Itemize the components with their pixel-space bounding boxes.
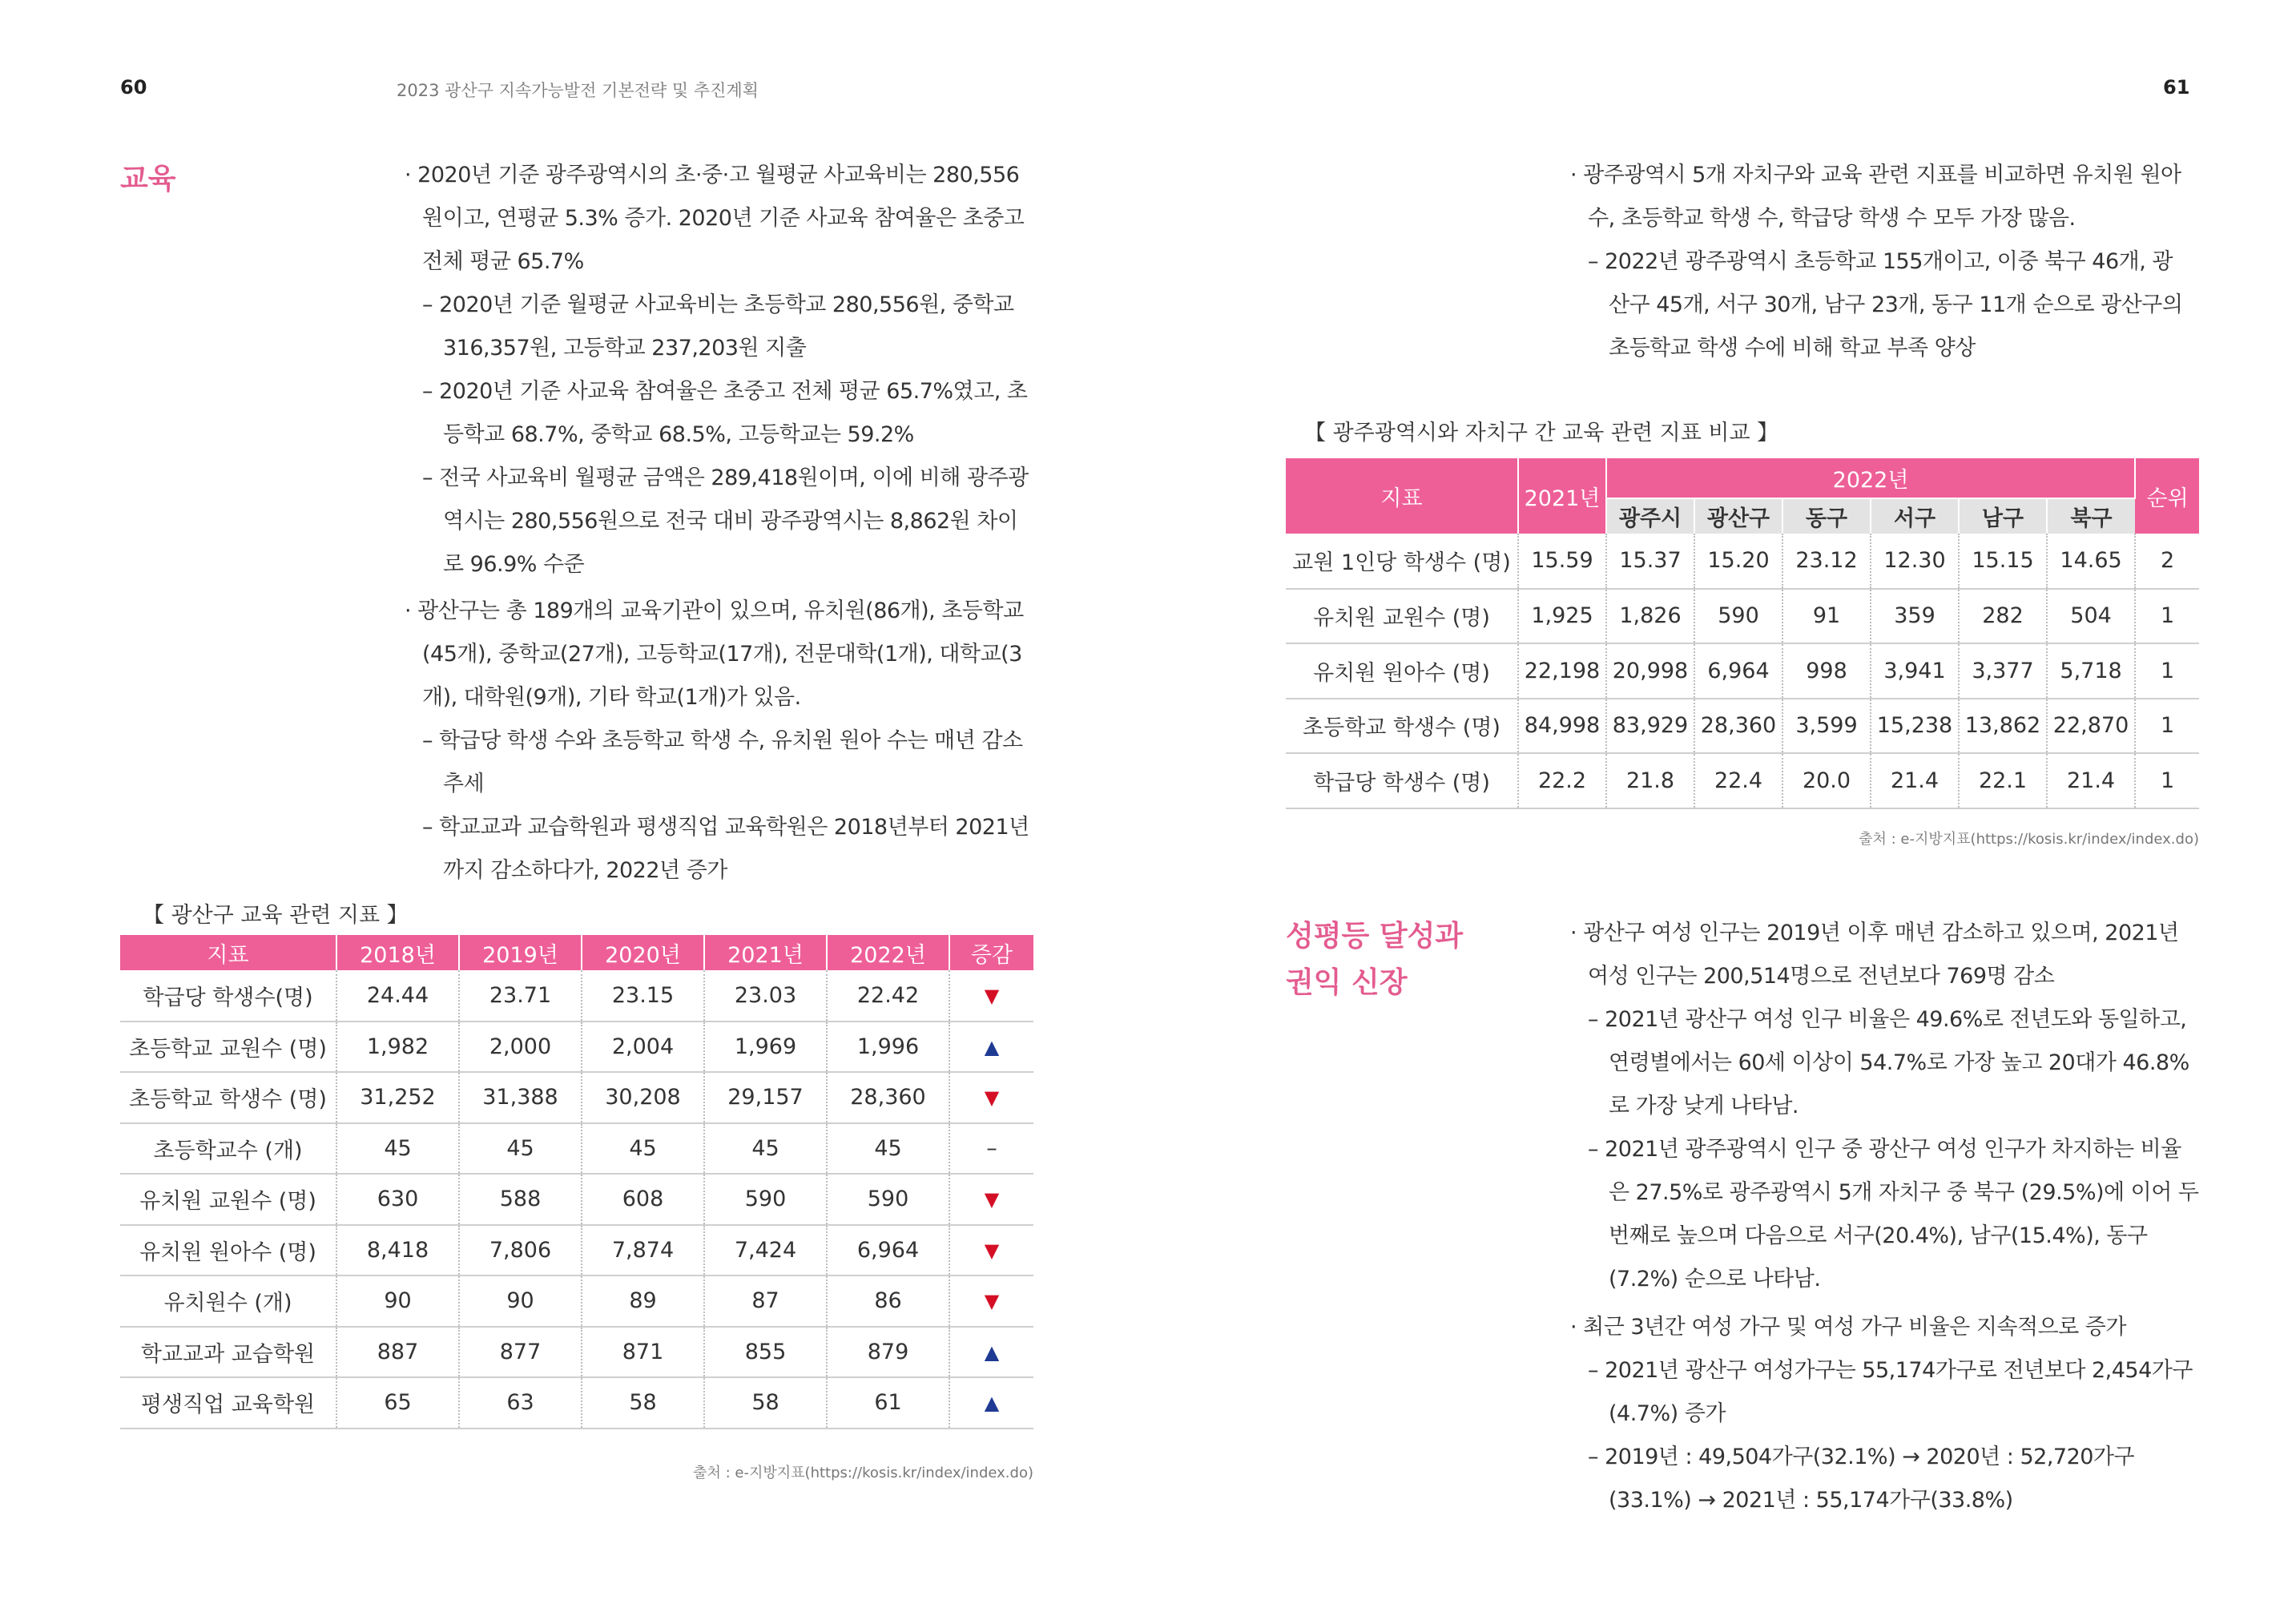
education-sub-1-1: – 2020년 기준 월평균 사교육비는 초등학교 280,556원, 중학교 316,357원, 고등학교 237,203원 지출 xyxy=(422,292,1014,361)
table1-cell: 45 xyxy=(582,1123,704,1175)
table1-source: 출처 : e-지방지표(https://kosis.kr/index/index.do) xyxy=(693,1465,1033,1481)
table2-cell: 3,377 xyxy=(1959,643,2047,699)
education-sub-1-2: – 2020년 기준 사교육 참여율은 초중고 전체 평균 65.7%였고, 초등학교 68.7%, 중학교 68.5%, 고등학교는 59.2% xyxy=(422,379,1028,447)
table1-cell: 45 xyxy=(704,1123,827,1175)
table1-cell: 1,969 xyxy=(704,1022,827,1073)
table1-row xyxy=(120,1174,1033,1225)
table2-row-label: 학급당 학생수 (명) xyxy=(1286,753,1518,808)
table1-header: 지표 xyxy=(120,935,336,970)
table1-header: 2018년 xyxy=(336,935,459,970)
gender-title-line-1: 성평등 달성과 xyxy=(1286,920,1464,953)
table2-cell: 83,929 xyxy=(1606,699,1694,754)
table1-cell: 7,424 xyxy=(704,1225,827,1276)
table1-cell: 1,996 xyxy=(827,1022,949,1073)
table1-trend xyxy=(949,1377,1033,1429)
table2-cell: 6,964 xyxy=(1694,643,1782,699)
table2-district-header: 북구 xyxy=(2047,498,2135,534)
table1-cell: 31,388 xyxy=(459,1072,582,1123)
table1-cell: 45 xyxy=(459,1123,582,1175)
table1-row-label: 유치원 교원수 (명) xyxy=(120,1174,336,1225)
table1-row-label: 유치원 원아수 (명) xyxy=(120,1225,336,1276)
gender-block-1 xyxy=(1570,912,2199,1301)
gender-sub-2-1: – 2021년 광산구 여성가구는 55,174가구로 전년보다 2,454가구(4.7%) 증가 xyxy=(1588,1358,2193,1426)
table1-cell: 58 xyxy=(704,1377,827,1429)
gender-sub-1-2: – 2021년 광주광역시 인구 중 광산구 여성 인구가 차지하는 비율은 27.5%로 광주광역시 5개 자치구 중 북구 (29.5%)에 이어 두 번째로 높으며 다음으로 서구(20.4%), 남구(15.4%), 동구(7.2%) 순으로 나타남. xyxy=(1588,1137,2199,1292)
table1-cell: 588 xyxy=(459,1174,582,1225)
table1-cell: 590 xyxy=(827,1174,949,1225)
table2-header-indicator: 지표 xyxy=(1286,458,1518,534)
table1-trend xyxy=(949,1174,1033,1225)
table1-cell: 30,208 xyxy=(582,1072,704,1123)
table1-cell: 87 xyxy=(704,1275,827,1327)
table1-cell: 608 xyxy=(582,1174,704,1225)
table2-row-label: 유치원 교원수 (명) xyxy=(1286,589,1518,644)
table2-cell-2021: 1,925 xyxy=(1518,589,1606,644)
table1-cell: 877 xyxy=(459,1327,582,1378)
table1-row-label: 유치원수 (개) xyxy=(120,1275,336,1327)
triangle-down-icon: ▼ xyxy=(984,1188,1000,1211)
table1-cell: 879 xyxy=(827,1327,949,1378)
dash-icon: – xyxy=(986,1135,997,1161)
table2-cell: 998 xyxy=(1782,643,1871,699)
left-page-number: 60 xyxy=(120,76,147,99)
table1-row-label: 초등학교수 (개) xyxy=(120,1123,336,1175)
table1-cell: 61 xyxy=(827,1377,949,1429)
education-sub-1-3: – 전국 사교육비 월평균 금액은 289,418원이며, 이에 비해 광주광역시는 280,556원으로 전국 대비 광주광역시는 8,862원 차이로 96.9% 수준 xyxy=(422,465,1029,577)
education-right-bullet: · 광주광역시 5개 자치구와 교육 관련 지표를 비교하면 유치원 원아 수, 초등학교 학생 수, 학급당 학생 수 모두 가장 많음. xyxy=(1570,163,2181,231)
table1-row xyxy=(120,1072,1033,1123)
table1-trend xyxy=(949,1275,1033,1327)
education-sub-2-2: – 학교교과 교습학원과 평생직업 교육학원은 2018년부터 2021년까지 감소하다가, 2022년 증가 xyxy=(422,815,1029,883)
gender-bullet-2: · 최근 3년간 여성 가구 및 여성 가구 비율은 지속적으로 증가 xyxy=(1570,1315,2126,1340)
table2-cell: 91 xyxy=(1782,589,1871,644)
education-bullet-1: · 2020년 기준 광주광역시의 초·중·고 월평균 사교육비는 280,556원이고, 연평균 5.3% 증가. 2020년 기준 사교육 참여율은 초중고 전체 평균 65.7% xyxy=(405,163,1025,274)
table2-cell: 15.20 xyxy=(1694,534,1782,589)
table1-row-label: 초등학교 교원수 (명) xyxy=(120,1022,336,1073)
table1-trend xyxy=(949,1022,1033,1073)
triangle-up-icon: ▲ xyxy=(984,1340,1000,1364)
table2-rank: 1 xyxy=(2135,643,2199,699)
table1-cell: 2,004 xyxy=(582,1022,704,1073)
section-title-education: 교육 xyxy=(120,163,176,195)
table1-cell: 23.71 xyxy=(459,970,582,1022)
table2-cell-2021: 22.2 xyxy=(1518,753,1606,808)
education-block-2 xyxy=(405,590,1033,893)
education-bullet-2: · 광산구는 총 189개의 교육기관이 있으며, 유치원(86개), 초등학교(45개), 중학교(27개), 고등학교(17개), 전문대학(1개), 대학교(3개), 대학원(9개), 기타 학교(1개)가 있음. xyxy=(405,598,1024,710)
table1-cell: 24.44 xyxy=(336,970,459,1022)
table2-district-header: 서구 xyxy=(1871,498,1959,534)
table1-trend xyxy=(949,1123,1033,1175)
table2-row xyxy=(1286,534,2199,589)
table2-rank: 1 xyxy=(2135,753,2199,808)
table1-header: 2020년 xyxy=(582,935,704,970)
education-indicator-table xyxy=(120,935,1033,1429)
gender-title-line-2: 권익 신장 xyxy=(1286,966,1408,999)
triangle-up-icon: ▲ xyxy=(984,1392,1000,1415)
table2-cell: 21.4 xyxy=(1871,753,1959,808)
table1-cell: 8,418 xyxy=(336,1225,459,1276)
table1-row-label: 초등학교 학생수 (명) xyxy=(120,1072,336,1123)
table2-cell: 22.4 xyxy=(1694,753,1782,808)
table1-cell: 45 xyxy=(827,1123,949,1175)
table1-cell: 63 xyxy=(459,1377,582,1429)
table2-source: 출처 : e-지방지표(https://kosis.kr/index/index.do) xyxy=(1859,831,2199,848)
table1-cell: 23.03 xyxy=(704,970,827,1022)
table2-cell: 13,862 xyxy=(1959,699,2047,754)
table2-district-header: 동구 xyxy=(1782,498,1871,534)
table1-row-label: 평생직업 교육학원 xyxy=(120,1377,336,1429)
table1-cell: 590 xyxy=(704,1174,827,1225)
table1-trend xyxy=(949,1072,1033,1123)
table1-cell: 7,806 xyxy=(459,1225,582,1276)
triangle-down-icon: ▼ xyxy=(984,1239,1000,1262)
table2-caption: 【 광주광역시와 자치구 간 교육 관련 지표 비교 】 xyxy=(1304,421,1779,445)
table2-header-2021: 2021년 xyxy=(1518,458,1606,534)
table2-cell: 28,360 xyxy=(1694,699,1782,754)
right-page-number: 61 xyxy=(2163,76,2190,99)
table1-header: 2022년 xyxy=(827,935,949,970)
table1-cell: 31,252 xyxy=(336,1072,459,1123)
table2-cell-2021: 15.59 xyxy=(1518,534,1606,589)
table1-row-label: 학급당 학생수(명) xyxy=(120,970,336,1022)
table1-cell: 6,964 xyxy=(827,1225,949,1276)
table2-header-rank: 순위 xyxy=(2135,458,2199,534)
table2-cell: 1,826 xyxy=(1606,589,1694,644)
table2-cell: 504 xyxy=(2047,589,2135,644)
table2-cell: 359 xyxy=(1871,589,1959,644)
district-comparison-table xyxy=(1286,458,2199,809)
table2-district-header: 광주시 xyxy=(1606,498,1694,534)
table2-cell: 3,941 xyxy=(1871,643,1959,699)
table1-cell: 630 xyxy=(336,1174,459,1225)
table1-row xyxy=(120,1327,1033,1378)
section-title-gender xyxy=(1286,913,1463,1006)
table1-cell: 58 xyxy=(582,1377,704,1429)
table1-cell: 28,360 xyxy=(827,1072,949,1123)
table2-cell: 21.8 xyxy=(1606,753,1694,808)
table1-row xyxy=(120,970,1033,1022)
education-right-sub-1: – 2022년 광주광역시 초등학교 155개이고, 이중 북구 46개, 광산구 45개, 서구 30개, 남구 23개, 동구 11개 순으로 광산구의 초등학교 학생 수에 비해 학교 부족 양상 xyxy=(1588,249,2183,361)
table2-cell: 3,599 xyxy=(1782,699,1871,754)
table1-cell: 1,982 xyxy=(336,1022,459,1073)
table2-cell: 20,998 xyxy=(1606,643,1694,699)
table1-cell: 90 xyxy=(459,1275,582,1327)
table1-cell: 65 xyxy=(336,1377,459,1429)
triangle-up-icon: ▲ xyxy=(984,1035,1000,1058)
table2-cell: 12.30 xyxy=(1871,534,1959,589)
table1-row xyxy=(120,1022,1033,1073)
table1-header: 증감 xyxy=(949,935,1033,970)
table2-district-header: 남구 xyxy=(1959,498,2047,534)
table1-cell: 2,000 xyxy=(459,1022,582,1073)
table2-cell: 282 xyxy=(1959,589,2047,644)
running-title: 2023 광산구 지속가능발전 기본전략 및 추진계획 xyxy=(397,81,759,100)
table1-header: 2019년 xyxy=(459,935,582,970)
gender-sub-2-2: – 2019년 : 49,504가구(32.1%) → 2020년 : 52,720가구(33.1%) → 2021년 : 55,174가구(33.8%) xyxy=(1588,1445,2135,1513)
table1-trend xyxy=(949,970,1033,1022)
table2-row-label: 교원 1인당 학생수 (명) xyxy=(1286,534,1518,589)
education-sub-2-1: – 학급당 학생 수와 초등학교 학생 수, 유치원 원아 수는 매년 감소 추세 xyxy=(422,728,1023,796)
table2-cell: 22,870 xyxy=(2047,699,2135,754)
table1-caption: 【 광산구 교육 관련 지표 】 xyxy=(143,903,409,928)
gender-bullet-1: · 광산구 여성 인구는 2019년 이후 매년 감소하고 있으며, 2021년 여성 인구는 200,514명으로 전년보다 769명 감소 xyxy=(1570,921,2179,989)
table2-cell: 22.1 xyxy=(1959,753,2047,808)
table2-rank: 2 xyxy=(2135,534,2199,589)
table1-trend xyxy=(949,1225,1033,1276)
table2-row-label: 유치원 원아수 (명) xyxy=(1286,643,1518,699)
table2-rank: 1 xyxy=(2135,589,2199,644)
table2-row xyxy=(1286,643,2199,699)
education-right-block xyxy=(1570,154,2187,370)
table1-row-label: 학교교과 교습학원 xyxy=(120,1327,336,1378)
table2-header-2022: 2022년 xyxy=(1606,458,2135,498)
table2-row xyxy=(1286,753,2199,808)
table2-cell: 20.0 xyxy=(1782,753,1871,808)
table2-cell: 21.4 xyxy=(2047,753,2135,808)
table1-cell: 45 xyxy=(336,1123,459,1175)
table2-cell: 15,238 xyxy=(1871,699,1959,754)
table1-trend xyxy=(949,1327,1033,1378)
table2-cell: 15.37 xyxy=(1606,534,1694,589)
table2-cell: 23.12 xyxy=(1782,534,1871,589)
table1-cell: 22.42 xyxy=(827,970,949,1022)
triangle-down-icon: ▼ xyxy=(984,1086,1000,1110)
table1-cell: 90 xyxy=(336,1275,459,1327)
table1-cell: 23.15 xyxy=(582,970,704,1022)
table1-cell: 7,874 xyxy=(582,1225,704,1276)
table2-cell-2021: 22,198 xyxy=(1518,643,1606,699)
triangle-down-icon: ▼ xyxy=(984,1290,1000,1313)
table1-row xyxy=(120,1377,1033,1429)
table2-cell-2021: 84,998 xyxy=(1518,699,1606,754)
table1-row xyxy=(120,1225,1033,1276)
table1-cell: 871 xyxy=(582,1327,704,1378)
table1-header: 2021년 xyxy=(704,935,827,970)
table2-row xyxy=(1286,699,2199,754)
table1-cell: 89 xyxy=(582,1275,704,1327)
education-block-1 xyxy=(405,154,1033,586)
table1-cell: 887 xyxy=(336,1327,459,1378)
table2-row-label: 초등학교 학생수 (명) xyxy=(1286,699,1518,754)
table1-cell: 86 xyxy=(827,1275,949,1327)
table1-cell: 855 xyxy=(704,1327,827,1378)
table2-cell: 14.65 xyxy=(2047,534,2135,589)
table1-row xyxy=(120,1275,1033,1327)
table1-row xyxy=(120,1123,1033,1175)
table2-district-header: 광산구 xyxy=(1694,498,1782,534)
table2-cell: 5,718 xyxy=(2047,643,2135,699)
table2-cell: 590 xyxy=(1694,589,1782,644)
table1-cell: 29,157 xyxy=(704,1072,827,1123)
table2-row xyxy=(1286,589,2199,644)
triangle-down-icon: ▼ xyxy=(984,984,1000,1007)
table2-rank: 1 xyxy=(2135,699,2199,754)
gender-block-2 xyxy=(1570,1306,2199,1522)
table2-cell: 15.15 xyxy=(1959,534,2047,589)
gender-sub-1-1: – 2021년 광산구 여성 인구 비율은 49.6%로 전년도와 동일하고, 연령별에서는 60세 이상이 54.7%로 가장 높고 20대가 46.8%로 가장 낮게 나타남. xyxy=(1588,1007,2189,1118)
